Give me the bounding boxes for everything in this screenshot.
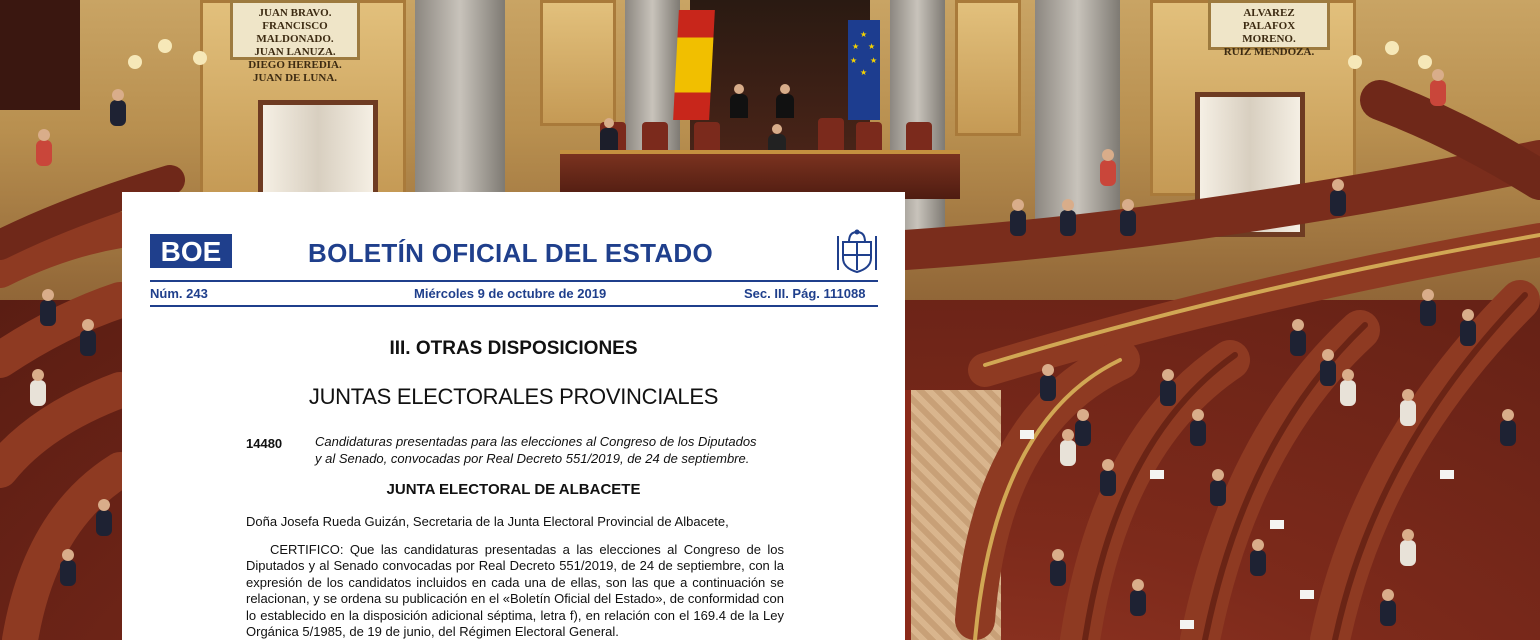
plaque-line: JUAN BRAVO.	[258, 7, 332, 19]
plaque-line: JUAN DE LUNA.	[252, 72, 338, 84]
plaque-line: DIEGO HEREDIA.	[248, 59, 342, 71]
plaque-line: ALVAREZ	[1243, 7, 1295, 19]
wall-lamps	[128, 39, 1432, 69]
section-page: Sec. III. Pág. 111088	[744, 286, 866, 301]
boe-logo	[150, 234, 232, 268]
issue-number: Núm. 243	[150, 286, 208, 301]
signatory-line: Doña Josefa Rueda Guizán, Secretaria de la Junta Electoral Provincial de Albacete,	[246, 514, 729, 529]
plaque-line: FRANCISCO MALDONADO.	[256, 20, 334, 45]
plaque-line: RUIZ MENDOZA.	[1223, 46, 1315, 58]
gazette-title: BOLETÍN OFICIAL DEL ESTADO	[308, 238, 714, 268]
entry-number: 14480	[246, 436, 283, 451]
boe-logo-text: BOE	[160, 236, 222, 267]
section-heading: III. OTRAS DISPOSICIONES	[389, 338, 638, 359]
entry-title: Candidaturas presentadas para las elecciones al Congreso de los Diputados y al Senado, convocadas por Real Decreto 551/2019, de 24 de septiembre.	[315, 434, 757, 466]
certificate-paragraph: CERTIFICO: Que las candidaturas presentadas a las elecciones al Congreso de los Diputados y al Senado convocadas por Real Decreto 551/2019, de 24 de septiembre, con la expresión de los candidatos incluidos en cada una de ellas, son las que a continuación se relacionan, y se ordena su publicación en el «Boletín Oficial del Estado», de conformidad con lo establecido en la disposición adicional séptima, letra f), en relación con el 169.4 de la Ley Orgánica 5/1985, de 19 de junio, del Régimen Electoral General.	[246, 542, 784, 640]
bench-row	[905, 160, 1540, 250]
issue-date: Miércoles 9 de octubre de 2019	[414, 286, 607, 301]
plaque-line: MORENO.	[1242, 33, 1296, 45]
eu-flag: ★ ★ ★ ★ ★ ★	[848, 20, 880, 120]
coat-of-arms-icon	[835, 228, 879, 274]
plaque-line: PALAFOX	[1242, 20, 1296, 32]
plaque-line: JUAN LANUZA.	[254, 46, 336, 58]
header-rule	[150, 280, 878, 282]
junta-heading: JUNTA ELECTORAL DE ALBACETE	[386, 481, 641, 498]
header-rule	[150, 305, 878, 307]
subsection-heading: JUNTAS ELECTORALES PROVINCIALES	[308, 384, 719, 409]
boe-document	[122, 192, 905, 640]
